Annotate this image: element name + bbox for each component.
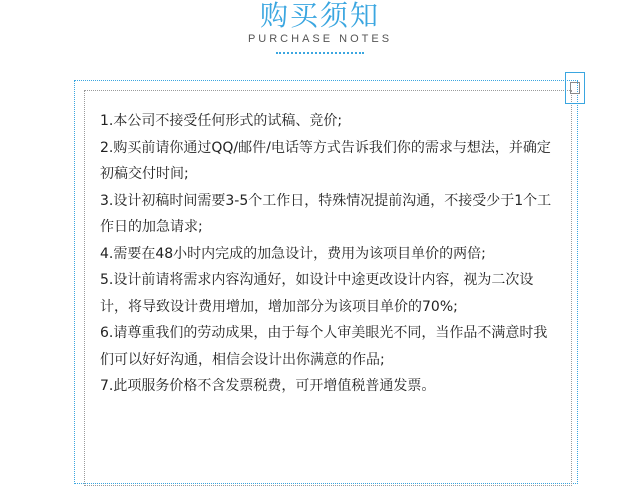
note-item-6: 6.请尊重我们的劳动成果，由于每个人审美眼光不同，当作品不满意时我们可以好好沟通，相信会设计出你满意的作品; (100, 325, 548, 368)
page-title: 购买须知 (259, 0, 380, 32)
note-item-4: 4.需要在48小时内完成的加急设计，费用为该项目单价的两倍; (100, 245, 486, 262)
notes-list (100, 108, 560, 400)
note-item-5: 5.设计前请将需求内容沟通好，如设计中途更改设计内容，视为二次设计，将导致设计费用增加，增加部分为该项目单价的70%; (100, 272, 534, 315)
note-item-3: 3.设计初稿时间需要3-5个工作日，特殊情况提前沟通，不接受少于1个工作日的加急请求; (100, 192, 552, 235)
note-item-7: 7.此项服务价格不含发票税费，可开增值税普通发票。 (100, 378, 436, 394)
note-item-1: 1.本公司不接受任何形式的试稿、竞价; (100, 113, 343, 129)
corner-square-inner-decoration (570, 82, 580, 94)
page-subtitle: PURCHASE NOTES (247, 33, 393, 45)
note-item-2: 2.购买前请你通过QQ/邮件/电话等方式告诉我们你的需求与想法，并确定初稿交付时间; (100, 139, 551, 182)
title-underline-divider (276, 52, 364, 54)
